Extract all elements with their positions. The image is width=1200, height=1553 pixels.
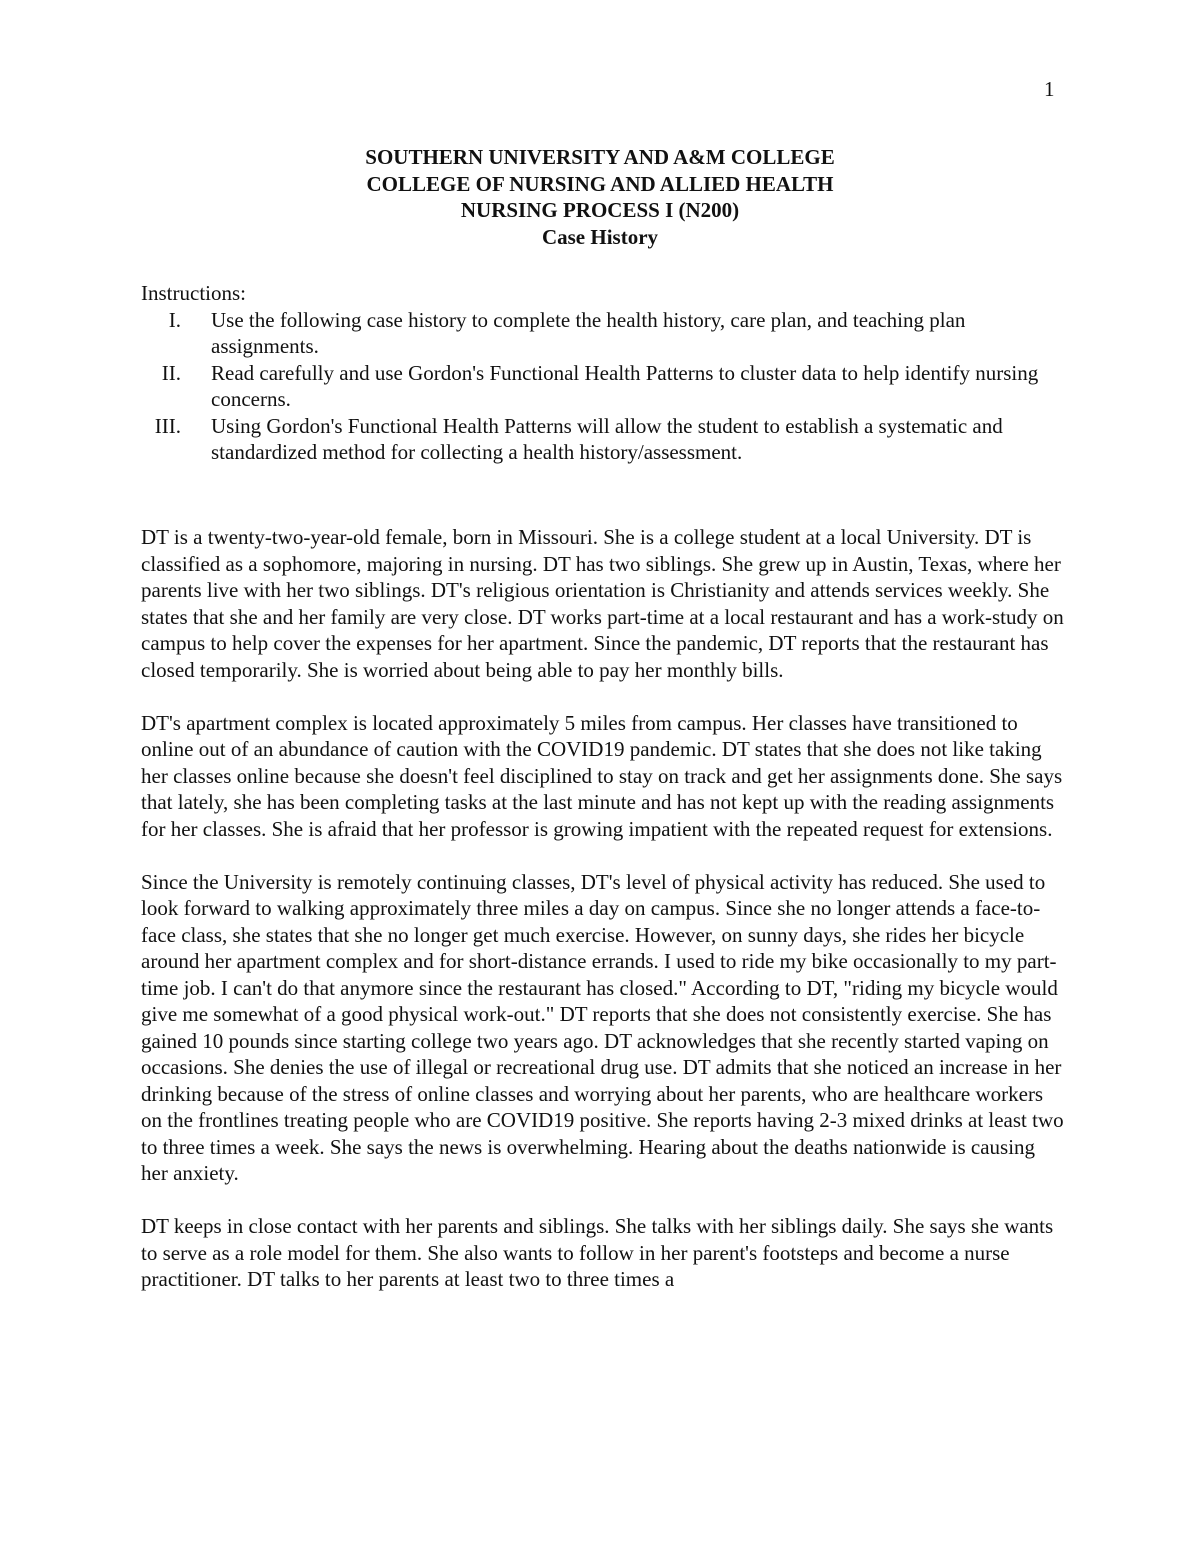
paragraph-family: DT keeps in close contact with her parents and siblings. She talks with her siblings daily. She says she wants to serve as a role model for them. She also wants to follow in her parent's footsteps and become a nurse practitioner. DT talks to her parents at least two to three times a xyxy=(141,1214,1054,1291)
page-number: 1 xyxy=(1044,77,1055,101)
instructions-section xyxy=(141,280,1071,466)
paragraph-academics: DT's apartment complex is located approximately 5 miles from campus. Her classes have transitioned to online out of an abundance of caution with the COVID19 pandemic. DT states that she does not like taking her classes online because she doesn't feel disciplined to stay on track and get her assignments done. She says that lately, she has been completing tasks at the last minute and has not kept up with the reading assignments for her classes. She is afraid that her professor is growing impatient with the repeated request for extensions. xyxy=(141,710,1063,841)
header-title: Case History xyxy=(541,224,659,249)
header-course: NURSING PROCESS I (N200) xyxy=(460,198,740,222)
instruction-number: I. xyxy=(168,307,181,332)
instruction-item xyxy=(141,307,1071,360)
instruction-item xyxy=(141,413,1071,466)
case-history-body xyxy=(141,524,1066,1319)
instruction-number: II. xyxy=(161,360,181,385)
paragraph-activity: Since the University is remotely continuing classes, DT's level of physical activity has reduced. She used to look forward to walking approximately three miles a day on campus. Since she no longer attends a face-to-face class, she states that she no longer get much exercise. However, on sunny days, she rides her bicycle around her apartment complex and for short-distance errands. I used to ride my bike occasionally to my part-time job. I can't do that anymore since the restaurant has closed." According to DT, "riding my bicycle would give me somewhat of a good physical work-out." DT reports that she does not consistently exercise. She has gained 10 pounds since starting college two years ago. DT acknowledges that she recently started vaping on occasions. She denies the use of illegal or recreational drug use. DT admits that she noticed an increase in her drinking because of the stress of online classes and worrying about her parents, who are healthcare workers on the frontlines treating people who are COVID19 positive. She reports having 2-3 mixed drinks at least two to three times a week. She says the news is overwhelming. Hearing about the deaths nationwide is causing her anxiety. xyxy=(141,869,1064,1185)
paragraph-background: DT is a twenty-two-year-old female, born in Missouri. She is a college student at a local University. DT is classified as a sophomore, majoring in nursing. DT has two siblings. She grew up in Austin, Texas, where her parents live with her two siblings. DT's religious orientation is Christianity and attends services weekly. She states that she and her family are very close. DT works part-time at a local restaurant and has a work-study on campus to help cover the expenses for her apartment. Since the pandemic, DT reports that the restaurant has closed temporarily. She is worried about being able to pay her monthly bills. xyxy=(141,525,1064,682)
instruction-text: Read carefully and use Gordon's Functional Health Patterns to cluster data to help identify nursing concerns. xyxy=(211,360,1039,411)
instruction-number: III. xyxy=(154,413,181,438)
instructions-list xyxy=(141,307,1071,466)
header-university: SOUTHERN UNIVERSITY AND A&M COLLEGE xyxy=(365,145,835,169)
instructions-label: Instructions: xyxy=(141,281,246,305)
header-college: COLLEGE OF NURSING AND ALLIED HEALTH xyxy=(366,171,834,196)
instruction-text: Using Gordon's Functional Health Patterns will allow the student to establish a systematic and standardized method for collecting a health history/assessment. xyxy=(211,413,1003,464)
document-header xyxy=(0,144,1200,250)
instruction-text: Use the following case history to complete the health history, care plan, and teaching plan assignments. xyxy=(211,307,966,358)
instruction-item xyxy=(141,360,1071,413)
